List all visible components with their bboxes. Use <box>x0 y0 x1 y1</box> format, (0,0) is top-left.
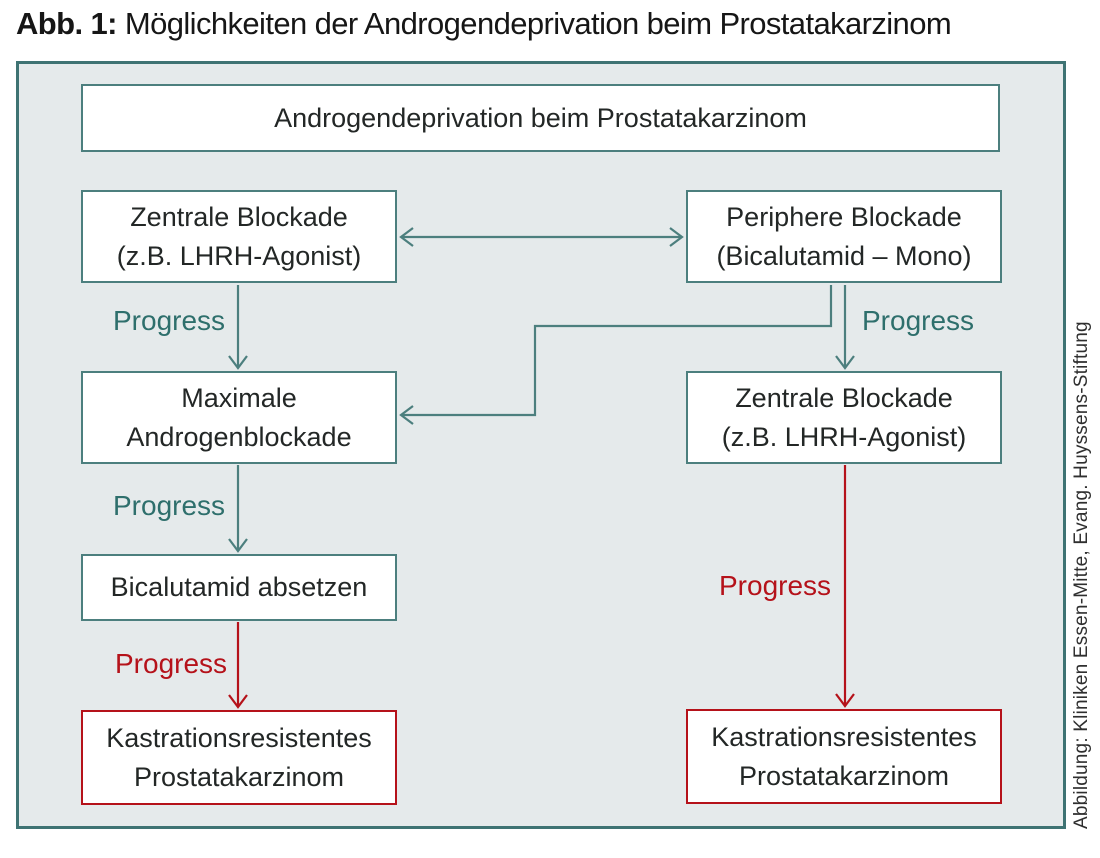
node-label-line2: (z.B. LHRH-Agonist) <box>721 421 967 452</box>
figure-credit: Abbildung: Kliniken Essen-Mitte, Evang. Huyssens-Stiftung <box>1071 321 1092 829</box>
node-label-line1: Kastrationsresistentes <box>711 722 977 753</box>
node-label: Androgendeprivation beim Prostatakarzinom <box>274 102 807 133</box>
node-label-line1: Periphere Blockade <box>726 202 962 233</box>
node-periphere-blockade <box>686 190 1002 283</box>
node-maximale-androgenblockade <box>81 371 397 464</box>
node-label-line2: Prostatakarzinom <box>738 760 950 791</box>
node-label: Bicalutamid absetzen <box>110 572 368 603</box>
node-label-line1: Zentrale Blockade <box>130 202 348 233</box>
figure-title-text: Möglichkeiten der Androgendeprivation beim Prostatakarzinom <box>116 6 952 41</box>
node-zentrale-blockade-right <box>686 371 1002 464</box>
node-crpc-left <box>81 710 397 805</box>
node-androgendeprivation <box>81 84 1000 152</box>
node-label-line2: (Bicalutamid – Mono) <box>716 240 972 271</box>
figure-title <box>16 6 951 42</box>
progress-label-right-1: Progress <box>862 305 975 336</box>
figure-number: Abb. 1: <box>16 6 117 41</box>
progress-label-left-1: Progress <box>113 305 226 336</box>
progress-label-right-2: Progress <box>719 570 832 601</box>
node-label-line1: Kastrationsresistentes <box>106 723 372 754</box>
node-label-line2: Androgenblockade <box>126 421 352 452</box>
node-label-line2: Prostatakarzinom <box>133 761 345 792</box>
node-bicalutamid-absetzen <box>81 554 397 621</box>
node-label-line1: Zentrale Blockade <box>735 383 953 414</box>
progress-label-left-2: Progress <box>113 490 226 521</box>
node-crpc-right <box>686 709 1002 804</box>
node-label-line2: (z.B. LHRH-Agonist) <box>116 240 362 271</box>
node-zentrale-blockade-left <box>81 190 397 283</box>
node-label-line1: Maximale <box>181 383 297 414</box>
progress-label-left-3: Progress <box>115 648 228 679</box>
